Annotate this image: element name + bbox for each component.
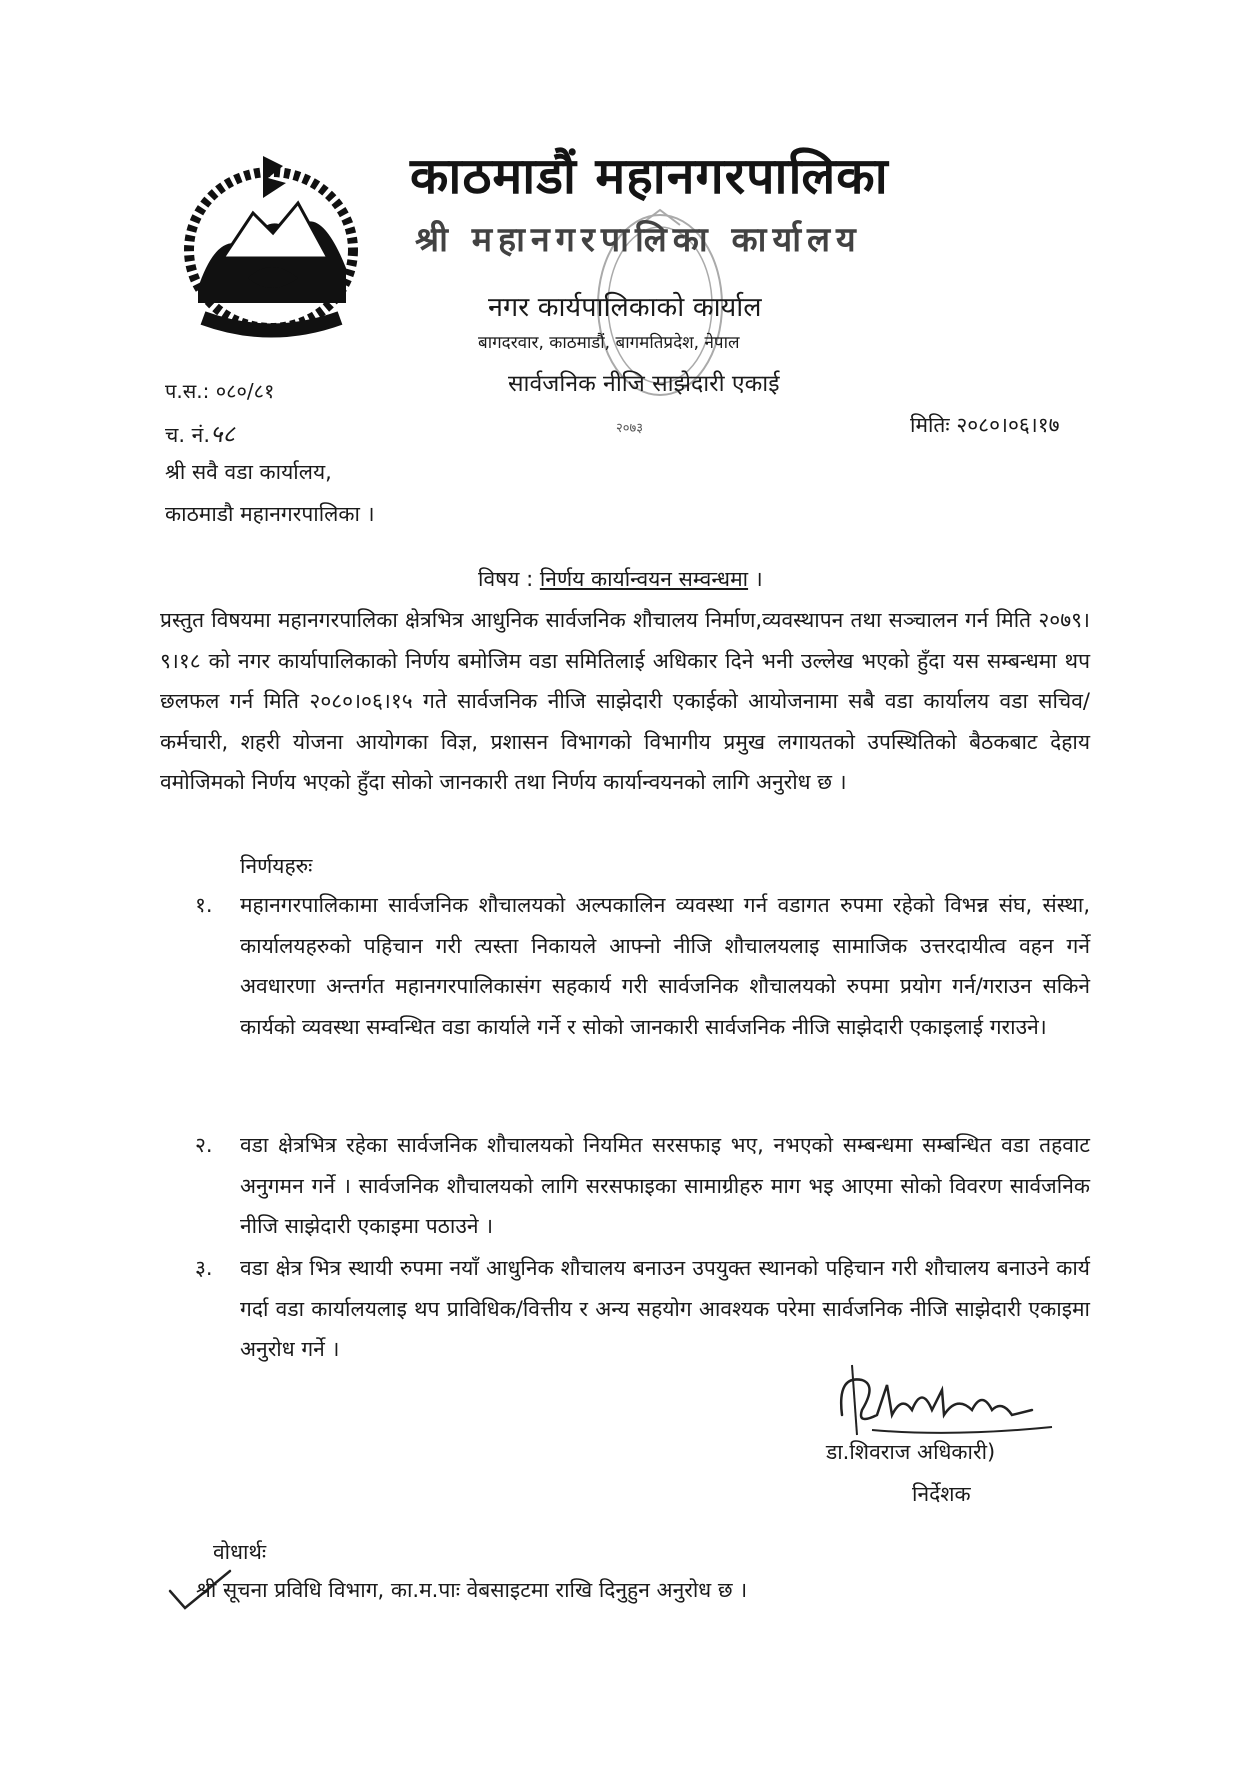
- signature-icon: [832, 1355, 1062, 1445]
- decision-item: [195, 1125, 1090, 1247]
- org-title: काठमाडौं महानगरपालिका: [410, 147, 889, 205]
- org-subtitle-script: श्री महानगरपालिका कार्यालय: [415, 220, 862, 260]
- decision-number: २.: [195, 1133, 213, 1157]
- seal-year: २०७३: [616, 421, 644, 436]
- subject-text: निर्णय कार्यान्वयन सम्वन्धमा: [539, 567, 749, 591]
- reference-cn-number: ५८: [210, 420, 235, 448]
- subject-line: [478, 565, 763, 593]
- cc-line: श्री सूचना प्रविधि विभाग, का.म.पाः वेबसाइटमा राखि दिनुहुन अनुरोध छ ।: [196, 1578, 748, 1602]
- reference-ps: प.स.: ०८०/८१: [165, 379, 275, 403]
- cc-heading: वोधार्थः: [213, 1540, 267, 1564]
- reference-cn-label: च. नं.: [165, 423, 211, 447]
- recipient-line-1: श्री सवै वडा कार्यालय,: [165, 460, 332, 484]
- recipient-line-2: काठमाडौ महानगरपालिका ।: [165, 502, 375, 526]
- subject-end: ।: [748, 567, 763, 591]
- decision-item: [195, 885, 1090, 1047]
- decision-item: [195, 1248, 1090, 1370]
- subject-label: विषय :: [478, 567, 540, 591]
- decisions-heading: निर्णयहरुः: [240, 854, 313, 878]
- decision-number: १.: [195, 893, 213, 917]
- decision-text: वडा क्षेत्र भित्र स्थायी रुपमा नयाँ आधुनिक शौचालय बनाउन उपयुक्त स्थानको पहिचान गरी शौचालय बनाउने कार्य गर्दा वडा कार्यालयलाइ थप प्राविधिक/वित्तीय र अन्य सहयोग आवश्यक परेमा सार्वजनिक नीजि साझेदारी एकाइमा अनुरोध गर्ने ।: [240, 1256, 1090, 1361]
- unit-name: सार्वजनिक नीजि साझेदारी एकाई: [508, 371, 780, 397]
- decision-number: ३.: [195, 1256, 213, 1280]
- body-paragraph: प्रस्तुत विषयमा महानगरपालिका क्षेत्रभित्र आधुनिक सार्वजनिक शौचालय निर्माण,व्यवस्थापन तथा सञ्चालन गर्न मिति २०७९।९।१८ को नगर कार्यापालिकाको निर्णय बमोजिम वडा समितिलाई अधिकार दिने भनी उल्लेख भएको हुँदा यस सम्बन्धमा थप छलफल गर्न मिति २०८०।०६।१५ गते सार्वजनिक नीजि साझेदारी एकाईको आयोजनामा सबै वडा कार्यालय वडा सचिव/कर्मचारी, शहरी योजना आयोगका विज्ञ, प्रशासन विभागको विभागीय प्रमुख लगायतको उपस्थितिको बैठकबाट देहाय वमोजिमको निर्णय भएको हुँदा सोको जानकारी तथा निर्णय कार्यान्वयनको लागि अनुरोध छ ।: [160, 608, 1090, 794]
- letter-date: मितिः २०८०।०६।१७: [910, 413, 1060, 437]
- decision-text: महानगरपालिकामा सार्वजनिक शौचालयको अल्पकालिन व्यवस्था गर्न वडागत रुपमा रहेको विभन्न संघ, संस्था, कार्यालयहरुको पहिचान गरी त्यस्ता निकायले आफ्नो नीजि शौचालयलाइ सामाजिक उत्तरदायीत्व वहन गर्ने अवधारणा अन्तर्गत महानगरपालिकासंग सहकार्य गरी सार्वजनिक शौचालयको रुपमा प्रयोग गर्न/गराउन सकिने कार्यको व्यवस्था सम्वन्धित वडा कार्याले गर्ने र सोको जानकारी सार्वजनिक नीजि साझेदारी एकाइलाई गराउने।: [240, 893, 1090, 1039]
- nepal-emblem-icon: [168, 138, 374, 338]
- decision-text: वडा क्षेत्रभित्र रहेका सार्वजनिक शौचालयको नियमित सरसफाइ भए, नभएको सम्बन्धमा सम्बन्धित वडा तहवाट अनुगमन गर्ने । सार्वजनिक शौचालयको लागि सरसफाइका सामाग्रीहरु माग भइ आएमा सोको विवरण सार्वजनिक नीजि साझेदारी एकाइमा पठाउने ।: [240, 1133, 1090, 1238]
- office-name: नगर कार्यपालिकाको कार्याल: [488, 292, 762, 323]
- signatory-name: डा.शिवराज अधिकारी): [826, 1440, 996, 1464]
- reference-cn: [165, 417, 235, 450]
- signatory-designation: निर्देशक: [912, 1482, 971, 1506]
- office-address: बागदरवार, काठमाडौं, बागमतिप्रदेश, नेपाल: [478, 333, 740, 353]
